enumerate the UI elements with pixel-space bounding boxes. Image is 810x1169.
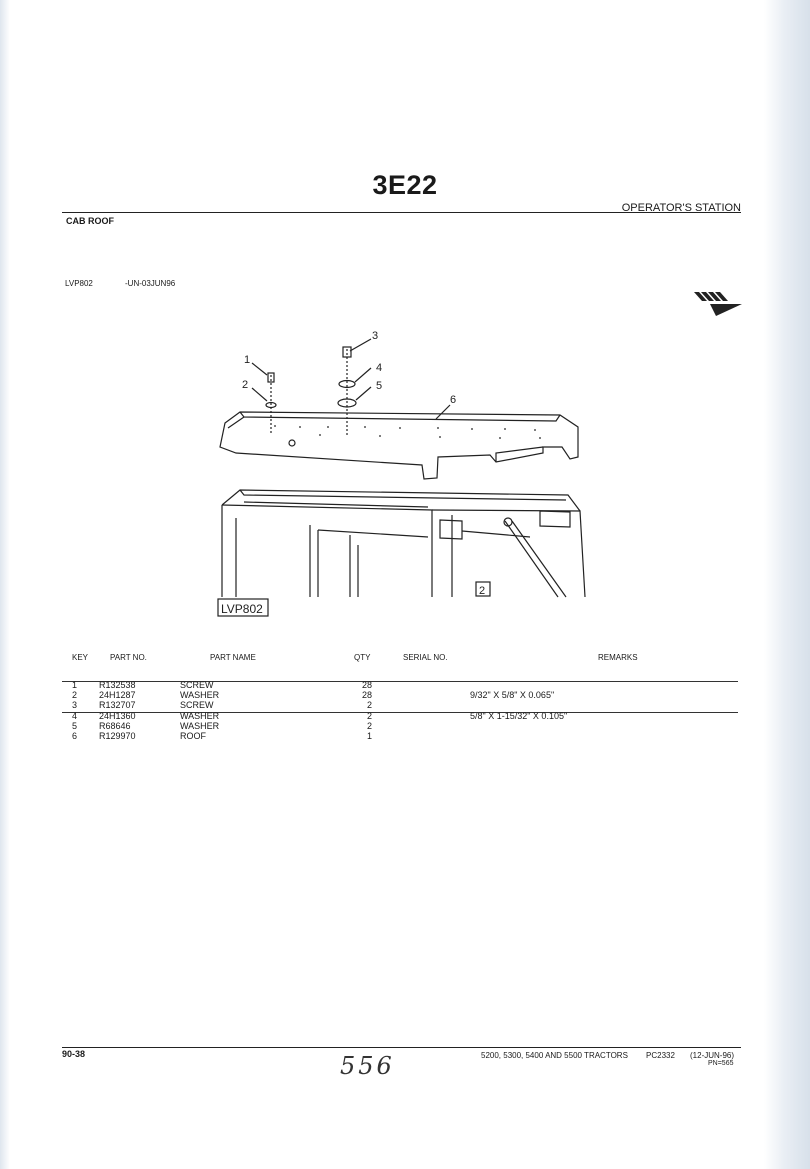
- row-key: 6: [72, 731, 78, 741]
- row-part-name: WASHER: [180, 690, 220, 700]
- row-remarks: 5/8" X 1-15/32" X 0.105": [470, 711, 568, 721]
- col-part-name-header: PART NAME: [210, 653, 256, 662]
- direction-arrow-icon: [690, 288, 742, 316]
- col-part-no-header: PART NO.: [110, 653, 147, 662]
- page-title: 3E22: [372, 170, 438, 200]
- row-part-no: R132538: [99, 680, 136, 690]
- table-row: [0, 680, 810, 690]
- subsection-title: CAB ROOF: [66, 216, 114, 226]
- row-key: 4: [72, 711, 78, 721]
- row-part-no: 24H1287: [99, 690, 136, 700]
- col-key-header: KEY: [72, 653, 89, 662]
- table-row: [0, 700, 810, 710]
- footer-page-number: 90-38: [62, 1049, 86, 1059]
- callout-4: 4: [376, 362, 383, 374]
- reference-date: -UN-03JUN96: [125, 279, 176, 288]
- table-row: [0, 731, 810, 741]
- footer-pc: PC2332: [646, 1051, 675, 1060]
- row-part-no: R68646: [99, 721, 131, 731]
- row-part-name: ROOF: [180, 731, 206, 741]
- callout-1: 1: [244, 354, 251, 366]
- row-part-no: R129970: [99, 731, 136, 741]
- row-part-no: R132707: [99, 700, 136, 710]
- table-row: [0, 721, 810, 731]
- row-qty: 28: [361, 680, 372, 690]
- footer-rule: [62, 1047, 741, 1048]
- handwritten-page-number: 556: [340, 1052, 395, 1080]
- col-serial-no-header: SERIAL NO.: [403, 653, 448, 662]
- footer-models: 5200, 5300, 5400 AND 5500 TRACTORS: [481, 1051, 628, 1060]
- callout-5: 5: [376, 380, 383, 392]
- footer-pn: PN=565: [708, 1060, 734, 1067]
- diagram-label: LVP802: [221, 602, 263, 616]
- row-key: 5: [72, 721, 78, 731]
- col-remarks-header: REMARKS: [598, 653, 638, 662]
- cab-roof-diagram: [200, 325, 600, 620]
- header-rule: [62, 212, 741, 213]
- row-key: 1: [72, 680, 78, 690]
- col-qty-header: QTY: [354, 653, 371, 662]
- callout-2: 2: [242, 379, 249, 391]
- table-row: [0, 711, 810, 721]
- reference-code: LVP802: [65, 279, 93, 288]
- section-title: OPERATOR'S STATION: [621, 202, 741, 214]
- table-row: [0, 690, 810, 700]
- row-qty: 2: [366, 711, 372, 721]
- row-key: 2: [72, 690, 78, 700]
- row-part-name: SCREW: [180, 680, 214, 690]
- row-qty: 2: [366, 700, 372, 710]
- callout-3: 3: [372, 330, 379, 342]
- row-remarks: 9/32" X 5/8" X 0.065": [470, 690, 555, 700]
- roof-panel: [220, 412, 578, 479]
- row-qty: 1: [366, 731, 372, 741]
- diagram-corner-label: 2: [479, 585, 486, 597]
- row-qty: 2: [366, 721, 372, 731]
- callout-6: 6: [450, 394, 457, 406]
- row-part-name: WASHER: [180, 721, 220, 731]
- row-part-no: 24H1360: [99, 711, 136, 721]
- row-qty: 28: [361, 690, 372, 700]
- footer-date: (12-JUN-96): [690, 1051, 735, 1060]
- row-part-name: SCREW: [180, 700, 214, 710]
- row-part-name: WASHER: [180, 711, 220, 721]
- row-key: 3: [72, 700, 78, 710]
